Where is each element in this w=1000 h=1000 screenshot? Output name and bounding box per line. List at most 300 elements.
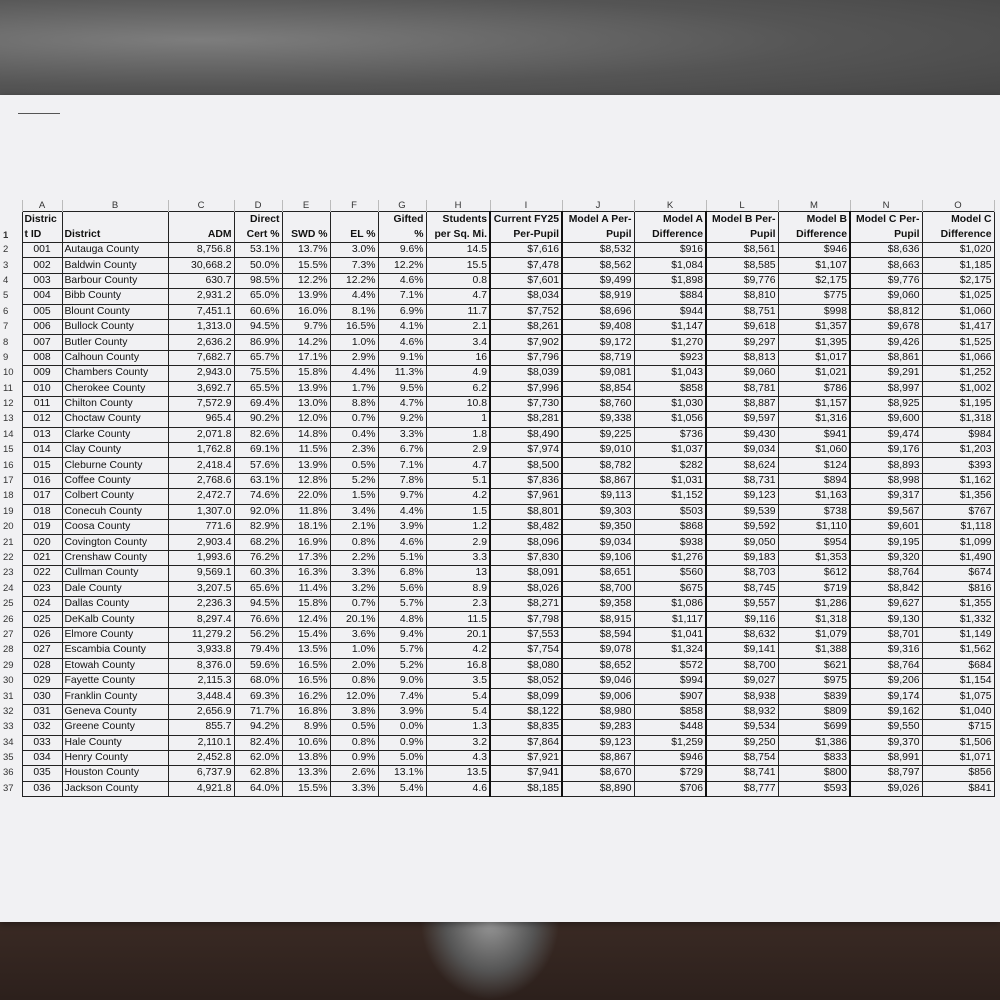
table-cell: $9,297 [706, 335, 778, 350]
table-cell: 14.8% [282, 427, 330, 442]
district-id-cell: 004 [22, 289, 62, 304]
table-cell: 7.1% [378, 458, 426, 473]
table-row [0, 473, 994, 488]
table-cell: $1,357 [778, 319, 850, 334]
table-row [0, 443, 994, 458]
column-letter: B [62, 200, 168, 212]
table-cell: 12.2% [282, 273, 330, 288]
table-cell: 1.5 [426, 504, 490, 519]
table-cell: 20.1 [426, 627, 490, 642]
table-cell: $593 [778, 781, 850, 796]
table-cell: 13.0% [282, 396, 330, 411]
table-row [0, 673, 994, 688]
table-cell: 65.0% [234, 289, 282, 304]
table-cell: 90.2% [234, 412, 282, 427]
table-cell: 11.7 [426, 304, 490, 319]
table-cell: $1,270 [634, 335, 706, 350]
table-cell: $868 [634, 520, 706, 535]
table-cell: $9,046 [562, 673, 634, 688]
district-name-cell: Coosa County [62, 520, 168, 535]
table-cell: $8,813 [706, 350, 778, 365]
district-id-cell: 034 [22, 750, 62, 765]
table-cell: 65.5% [234, 381, 282, 396]
district-name-cell: Dale County [62, 581, 168, 596]
column-header-line2: Cert % [234, 227, 282, 243]
table-cell: 0.9% [378, 735, 426, 750]
table-cell: 20.1% [330, 612, 378, 627]
table-cell: 9.4% [378, 627, 426, 642]
table-cell: $1,031 [634, 473, 706, 488]
table-cell: $7,961 [490, 489, 562, 504]
row-number: 27 [3, 628, 14, 640]
table-cell: 2,110.1 [168, 735, 234, 750]
table-cell: $858 [634, 704, 706, 719]
table-cell: 5.7% [378, 643, 426, 658]
table-row [0, 535, 994, 550]
table-cell: $2,175 [778, 273, 850, 288]
district-name-cell: Houston County [62, 766, 168, 781]
table-row [0, 396, 994, 411]
table-cell: 8,376.0 [168, 658, 234, 673]
table-cell: $7,921 [490, 750, 562, 765]
table-cell: 16.8 [426, 658, 490, 673]
column-header-line2: Pupil [706, 227, 778, 243]
table-cell: $8,938 [706, 689, 778, 704]
table-cell: 22.0% [282, 489, 330, 504]
row-number: 6 [3, 305, 9, 317]
table-cell: 0.8% [330, 673, 378, 688]
table-cell: $8,562 [562, 258, 634, 273]
table-row [0, 304, 994, 319]
table-cell: $674 [922, 566, 994, 581]
table-cell: 1,762.8 [168, 443, 234, 458]
district-id-cell: 035 [22, 766, 62, 781]
table-cell: 7,572.9 [168, 396, 234, 411]
table-cell: $1,506 [922, 735, 994, 750]
table-cell: $8,745 [706, 581, 778, 596]
column-letter: A [22, 200, 62, 212]
district-id-cell: 022 [22, 566, 62, 581]
table-cell: 0.7% [330, 412, 378, 427]
table-cell: $9,027 [706, 673, 778, 688]
table-cell: $1,147 [634, 319, 706, 334]
district-name-cell: Crenshaw County [62, 550, 168, 565]
table-row [0, 335, 994, 350]
table-cell: 13.5% [282, 643, 330, 658]
table-cell: $1,017 [778, 350, 850, 365]
table-cell: $9,601 [850, 520, 922, 535]
table-cell: $9,627 [850, 596, 922, 611]
table-cell: $8,915 [562, 612, 634, 627]
table-cell: 3.4% [330, 504, 378, 519]
table-cell: 65.7% [234, 350, 282, 365]
table-cell: $1,562 [922, 643, 994, 658]
table-row [0, 504, 994, 519]
district-name-cell: Butler County [62, 335, 168, 350]
column-letter: E [282, 200, 330, 212]
table-cell: 56.2% [234, 627, 282, 642]
district-id-cell: 011 [22, 396, 62, 411]
district-id-cell: 021 [22, 550, 62, 565]
table-cell: 9.7% [378, 489, 426, 504]
table-cell: 79.4% [234, 643, 282, 658]
table-cell: 9.5% [378, 381, 426, 396]
table-row [0, 273, 994, 288]
column-header-line1: Model C Per- [850, 212, 922, 228]
district-id-cell: 006 [22, 319, 62, 334]
table-cell: $8,701 [850, 627, 922, 642]
table-row [0, 658, 994, 673]
table-cell: 4.1% [378, 319, 426, 334]
table-cell: 11.4% [282, 581, 330, 596]
table-cell: $8,893 [850, 458, 922, 473]
table-cell: $1,040 [922, 704, 994, 719]
table-cell: $736 [634, 427, 706, 442]
column-header-line2: District [62, 227, 168, 243]
table-cell: 82.9% [234, 520, 282, 535]
table-cell: $9,370 [850, 735, 922, 750]
table-cell: 16.0% [282, 304, 330, 319]
table-cell: 2,768.6 [168, 473, 234, 488]
table-cell: $1,110 [778, 520, 850, 535]
row-number: 34 [3, 736, 14, 748]
district-name-cell: Elmore County [62, 627, 168, 642]
district-id-cell: 020 [22, 535, 62, 550]
table-cell: 4.7% [378, 396, 426, 411]
column-header-line2: Pupil [850, 227, 922, 243]
table-cell: $675 [634, 581, 706, 596]
table-cell: $9,567 [850, 504, 922, 519]
table-cell: $1,020 [922, 243, 994, 258]
column-header-line1: Direct [234, 212, 282, 228]
table-cell: $8,867 [562, 473, 634, 488]
table-row [0, 319, 994, 334]
table-cell: 10.8 [426, 396, 490, 411]
table-cell: $800 [778, 766, 850, 781]
column-header-line2: % [378, 227, 426, 243]
table-cell: $1,318 [778, 612, 850, 627]
table-cell: $907 [634, 689, 706, 704]
table-cell: $9,034 [706, 443, 778, 458]
column-header-line2: Difference [634, 227, 706, 243]
table-cell: $8,760 [562, 396, 634, 411]
table-cell: 5.2% [330, 473, 378, 488]
table-cell: $9,557 [706, 596, 778, 611]
table-cell: $448 [634, 720, 706, 735]
table-cell: $9,113 [562, 489, 634, 504]
table-cell: $8,887 [706, 396, 778, 411]
district-name-cell: Geneva County [62, 704, 168, 719]
table-cell: $8,842 [850, 581, 922, 596]
table-cell: $8,854 [562, 381, 634, 396]
table-cell: 2.9 [426, 535, 490, 550]
table-cell: 3.5 [426, 673, 490, 688]
table-row [0, 289, 994, 304]
row-number: 2 [3, 244, 9, 256]
table-cell: 3.2% [330, 581, 378, 596]
table-cell: 17.1% [282, 350, 330, 365]
table-cell: 94.5% [234, 319, 282, 334]
table-cell: $1,355 [922, 596, 994, 611]
table-cell: 86.9% [234, 335, 282, 350]
table-cell: $7,836 [490, 473, 562, 488]
table-cell: $7,478 [490, 258, 562, 273]
table-cell: 1.7% [330, 381, 378, 396]
table-row [0, 350, 994, 365]
table-cell: $8,991 [850, 750, 922, 765]
district-id-cell: 026 [22, 627, 62, 642]
table-cell: $839 [778, 689, 850, 704]
table-cell: 4.6% [378, 535, 426, 550]
table-cell: $1,157 [778, 396, 850, 411]
table-row [0, 458, 994, 473]
table-cell: $8,741 [706, 766, 778, 781]
district-id-cell: 007 [22, 335, 62, 350]
column-letter: D [234, 200, 282, 212]
table-cell: $1,084 [634, 258, 706, 273]
table-cell: $7,798 [490, 612, 562, 627]
column-letter: M [778, 200, 850, 212]
table-cell: $8,099 [490, 689, 562, 704]
table-cell: 69.4% [234, 396, 282, 411]
table-cell: $7,902 [490, 335, 562, 350]
table-cell: $975 [778, 673, 850, 688]
table-cell: 4,921.8 [168, 781, 234, 796]
district-id-cell: 019 [22, 520, 62, 535]
table-cell: 13 [426, 566, 490, 581]
column-header-line1: Gifted [378, 212, 426, 228]
table-cell: $9,060 [706, 366, 778, 381]
table-cell: $944 [634, 304, 706, 319]
district-id-cell: 030 [22, 689, 62, 704]
table-cell: $9,776 [706, 273, 778, 288]
table-cell: 17.3% [282, 550, 330, 565]
district-id-cell: 023 [22, 581, 62, 596]
table-cell: $684 [922, 658, 994, 673]
table-cell: $9,225 [562, 427, 634, 442]
table-cell: 0.8% [330, 735, 378, 750]
district-id-cell: 032 [22, 720, 62, 735]
row-number: 15 [3, 444, 14, 456]
district-name-cell: Cleburne County [62, 458, 168, 473]
table-cell: $9,430 [706, 427, 778, 442]
table-cell: 9.1% [378, 350, 426, 365]
table-cell: 3.4 [426, 335, 490, 350]
table-cell: $715 [922, 720, 994, 735]
district-id-cell: 025 [22, 612, 62, 627]
district-name-cell: Bullock County [62, 319, 168, 334]
row-number: 17 [3, 475, 14, 487]
table-cell: $7,796 [490, 350, 562, 365]
table-cell: 13.9% [282, 458, 330, 473]
table-cell: $7,601 [490, 273, 562, 288]
table-cell: 60.6% [234, 304, 282, 319]
table-cell: $8,482 [490, 520, 562, 535]
table-cell: $8,835 [490, 720, 562, 735]
row-number: 16 [3, 459, 14, 471]
table-cell: $841 [922, 781, 994, 796]
table-cell: $560 [634, 566, 706, 581]
column-header-line2: SWD % [282, 227, 330, 243]
table-cell: 2.9 [426, 443, 490, 458]
district-id-cell: 010 [22, 381, 62, 396]
row-number: 5 [3, 290, 9, 302]
table-cell: $503 [634, 504, 706, 519]
table-cell: $1,332 [922, 612, 994, 627]
table-cell: $9,550 [850, 720, 922, 735]
column-header-line2: per Sq. Mi. [426, 227, 490, 243]
column-header-line2: Pupil [562, 227, 634, 243]
table-cell: $2,175 [922, 273, 994, 288]
table-cell: $8,700 [706, 658, 778, 673]
table-cell: $9,206 [850, 673, 922, 688]
table-cell: $699 [778, 720, 850, 735]
table-cell: 5.1 [426, 473, 490, 488]
table-cell: $9,350 [562, 520, 634, 535]
table-cell: 13.1% [378, 766, 426, 781]
table-cell: 8.1% [330, 304, 378, 319]
table-cell: $8,890 [562, 781, 634, 796]
table-cell: $1,316 [778, 412, 850, 427]
table-cell: 15.8% [282, 596, 330, 611]
table-cell: 855.7 [168, 720, 234, 735]
table-cell: $8,080 [490, 658, 562, 673]
table-cell: $8,651 [562, 566, 634, 581]
table-cell: $946 [634, 750, 706, 765]
table-cell: $1,898 [634, 273, 706, 288]
district-name-cell: Autauga County [62, 243, 168, 258]
table-row [0, 566, 994, 581]
table-cell: 4.7 [426, 458, 490, 473]
table-cell: $7,752 [490, 304, 562, 319]
district-name-cell: Choctaw County [62, 412, 168, 427]
table-cell: $1,025 [922, 289, 994, 304]
district-name-cell: Dallas County [62, 596, 168, 611]
table-cell: 11.5% [282, 443, 330, 458]
table-cell: $8,700 [562, 581, 634, 596]
column-header-line2: Difference [922, 227, 994, 243]
table-cell: $9,320 [850, 550, 922, 565]
table-cell: 0.0% [378, 720, 426, 735]
district-name-cell: Henry County [62, 750, 168, 765]
header-row-top [0, 212, 994, 228]
table-cell: 12.2% [330, 273, 378, 288]
column-letter: C [168, 200, 234, 212]
table-cell: $8,782 [562, 458, 634, 473]
table-cell: 1,993.6 [168, 550, 234, 565]
table-cell: $9,539 [706, 504, 778, 519]
table-cell: $9,174 [850, 689, 922, 704]
table-cell: $1,041 [634, 627, 706, 642]
column-header-line1: Distric [22, 212, 62, 228]
table-cell: 4.3 [426, 750, 490, 765]
table-cell: $8,632 [706, 627, 778, 642]
table-cell: 1.0% [330, 335, 378, 350]
table-cell: $621 [778, 658, 850, 673]
row-number: 37 [3, 782, 14, 794]
table-row [0, 550, 994, 565]
table-cell: $8,281 [490, 412, 562, 427]
table-cell: $719 [778, 581, 850, 596]
table-cell: $1,356 [922, 489, 994, 504]
table-cell: $9,010 [562, 443, 634, 458]
district-id-cell: 033 [22, 735, 62, 750]
district-id-cell: 015 [22, 458, 62, 473]
district-name-cell: Etowah County [62, 658, 168, 673]
table-cell: $9,123 [562, 735, 634, 750]
table-cell: 18.1% [282, 520, 330, 535]
table-cell: $7,616 [490, 243, 562, 258]
column-header-line1: Model B Per- [706, 212, 778, 228]
table-cell: $8,261 [490, 319, 562, 334]
table-cell: $1,195 [922, 396, 994, 411]
table-cell: $282 [634, 458, 706, 473]
background-top [0, 0, 1000, 100]
table-cell: 2,636.2 [168, 335, 234, 350]
row-number: 32 [3, 705, 14, 717]
table-cell: 12.0% [282, 412, 330, 427]
table-cell: $7,974 [490, 443, 562, 458]
table-cell: $9,250 [706, 735, 778, 750]
table-cell: $1,386 [778, 735, 850, 750]
table-cell: $7,730 [490, 396, 562, 411]
table-cell: 76.2% [234, 550, 282, 565]
table-cell: $1,154 [922, 673, 994, 688]
table-cell: 2.3 [426, 596, 490, 611]
table-cell: 10.6% [282, 735, 330, 750]
table-cell: 3.3% [330, 781, 378, 796]
table-cell: $9,600 [850, 412, 922, 427]
table-cell: 0.8% [330, 535, 378, 550]
table-cell: $124 [778, 458, 850, 473]
table-cell: 5.2% [378, 658, 426, 673]
table-cell: $833 [778, 750, 850, 765]
table-cell: 5.4 [426, 689, 490, 704]
table-cell: 2,472.7 [168, 489, 234, 504]
table-cell: $9,316 [850, 643, 922, 658]
table-cell: 57.6% [234, 458, 282, 473]
table-cell: $8,052 [490, 673, 562, 688]
table-cell: $856 [922, 766, 994, 781]
table-cell: $1,395 [778, 335, 850, 350]
row-number: 4 [3, 274, 9, 286]
table-cell: $775 [778, 289, 850, 304]
table-cell: 7.1% [378, 289, 426, 304]
table-cell: $941 [778, 427, 850, 442]
table-cell: $954 [778, 535, 850, 550]
table-row [0, 412, 994, 427]
table-cell: 4.9 [426, 366, 490, 381]
table-cell: 9,569.1 [168, 566, 234, 581]
table-row [0, 243, 994, 258]
table-cell: $1,037 [634, 443, 706, 458]
table-cell: $9,338 [562, 412, 634, 427]
table-cell: 5.4 [426, 704, 490, 719]
table-cell: $9,026 [850, 781, 922, 796]
district-name-cell: Cullman County [62, 566, 168, 581]
table-cell: 630.7 [168, 273, 234, 288]
table-cell: 16.5% [330, 319, 378, 334]
district-name-cell: Hale County [62, 735, 168, 750]
column-letter: F [330, 200, 378, 212]
table-cell: 1,313.0 [168, 319, 234, 334]
table-cell: 13.9% [282, 289, 330, 304]
table-cell: $9,776 [850, 273, 922, 288]
paper-sheet [0, 95, 1000, 922]
district-name-cell: Calhoun County [62, 350, 168, 365]
table-cell: $8,652 [562, 658, 634, 673]
table-cell: 2,656.9 [168, 704, 234, 719]
